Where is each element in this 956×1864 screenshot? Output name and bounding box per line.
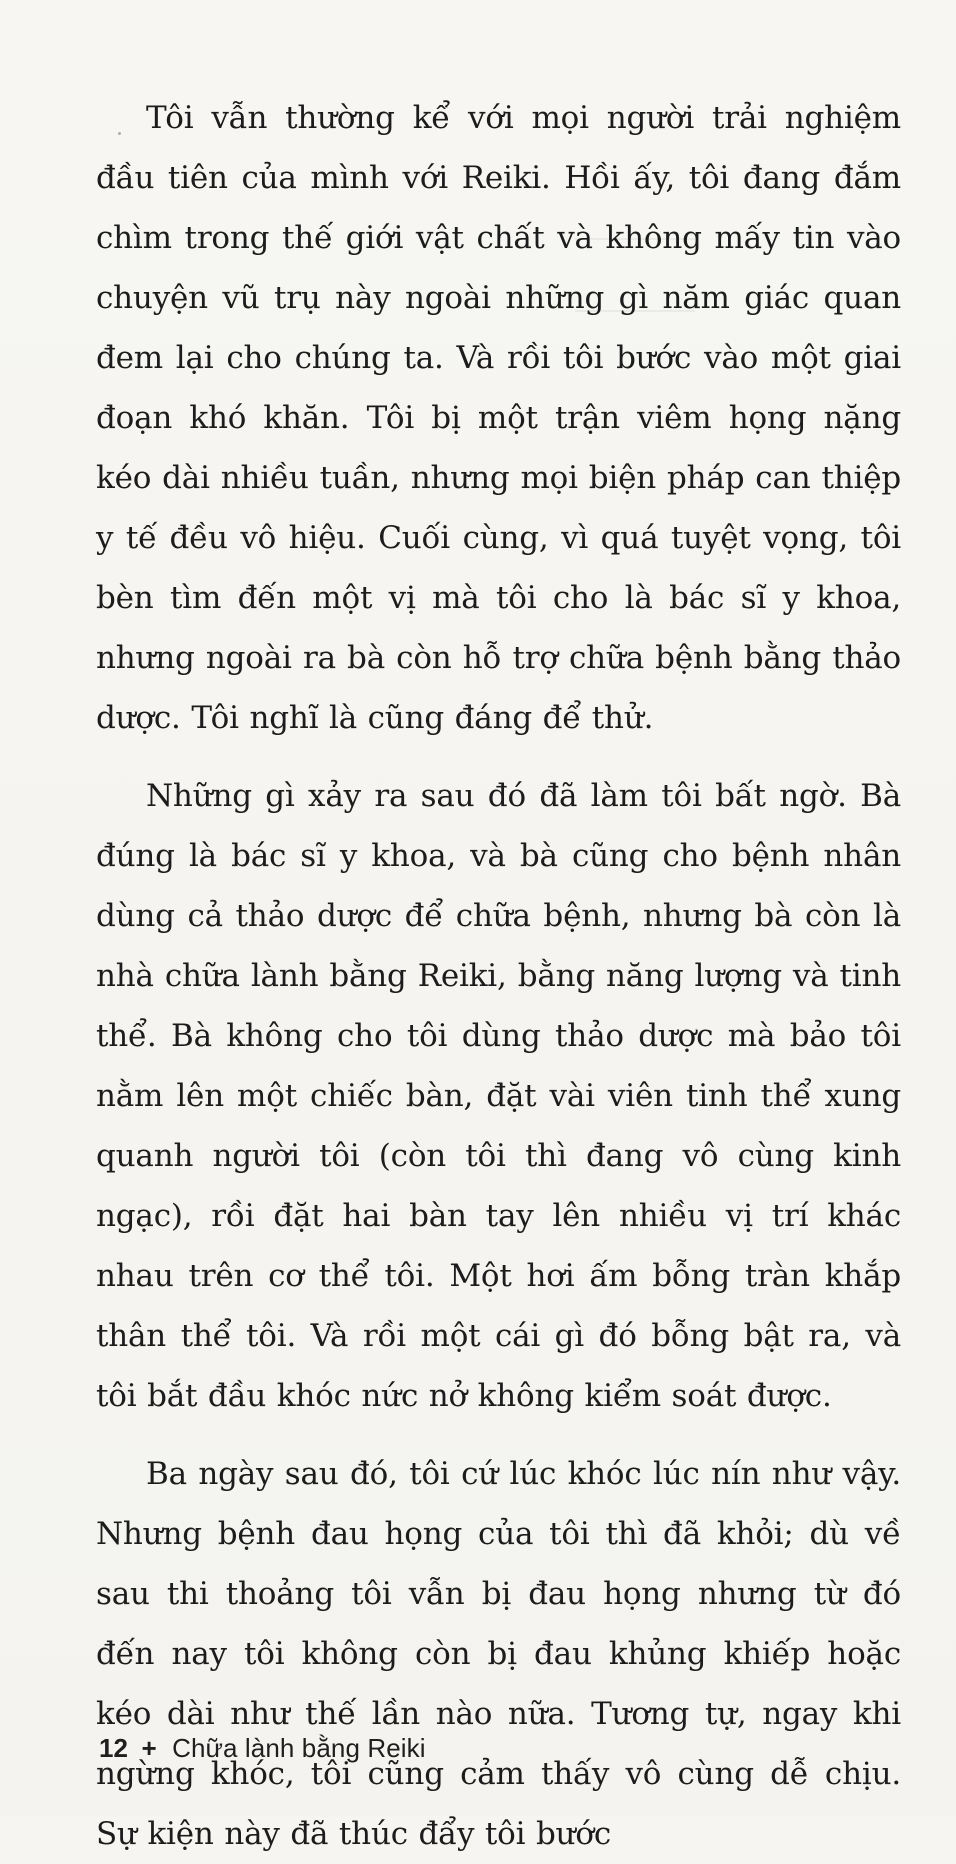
paragraph-1: Tôi vẫn thường kể với mọi người trải nghiệm đầu tiên của mình với Reiki. Hồi ấy, tôi đang đắm chìm trong thế giới vật chất và không mấy tin vào chuyện vũ trụ này ngoài những gì năm giác quan đem lại cho chúng ta. Và rồi tôi bước vào một giai đoạn khó khăn. Tôi bị một trận viêm họng nặng kéo dài nhiều tuần, nhưng mọi biện pháp can thiệp y tế đều vô hiệu. Cuối cùng, vì quá tuyệt vọng, tôi bèn tìm đến một vị mà tôi cho là bác sĩ y khoa, nhưng ngoài ra bà còn hỗ trợ chữa bệnh bằng thảo dược. Tôi nghĩ là cũng đáng để thử. [96, 100, 901, 736]
footer-separator: + [141, 1733, 157, 1763]
paragraph-3: Ba ngày sau đó, tôi cứ lúc khóc lúc nín như vậy. Nhưng bệnh đau họng của tôi thì đã khỏi; dù về sau thi thoảng tôi vẫn bị đau họng nhưng từ đó đến nay tôi không còn bị đau khủng khiếp hoặc kéo dài như thế lần nào nữa. Tương tự, ngay khi ngừng khóc, tôi cũng cảm thấy vô cùng dễ chịu. Sự kiện này đã thúc đẩy tôi bước [96, 1456, 901, 1852]
running-title: Chữa lành bằng Reiki [172, 1733, 426, 1763]
paragraph-2: Những gì xảy ra sau đó đã làm tôi bất ngờ. Bà đúng là bác sĩ y khoa, và bà cũng cho bệnh nhân dùng cả thảo dược để chữa bệnh, nhưng bà còn là nhà chữa lành bằng Reiki, bằng năng lượng và tinh thể. Bà không cho tôi dùng thảo dược mà bảo tôi nằm lên một chiếc bàn, đặt vài viên tinh thể xung quanh người tôi (còn tôi thì đang vô cùng kinh ngạc), rồi đặt hai bàn tay lên nhiều vị trí khác nhau trên cơ thể tôi. Một hơi ấm bỗng tràn khắp thân thể tôi. Và rồi một cái gì đó bỗng bật ra, và tôi bắt đầu khóc nức nở không kiểm soát được. [96, 778, 901, 1414]
page-number: 12 [99, 1733, 129, 1763]
page-footer [99, 1733, 426, 1764]
